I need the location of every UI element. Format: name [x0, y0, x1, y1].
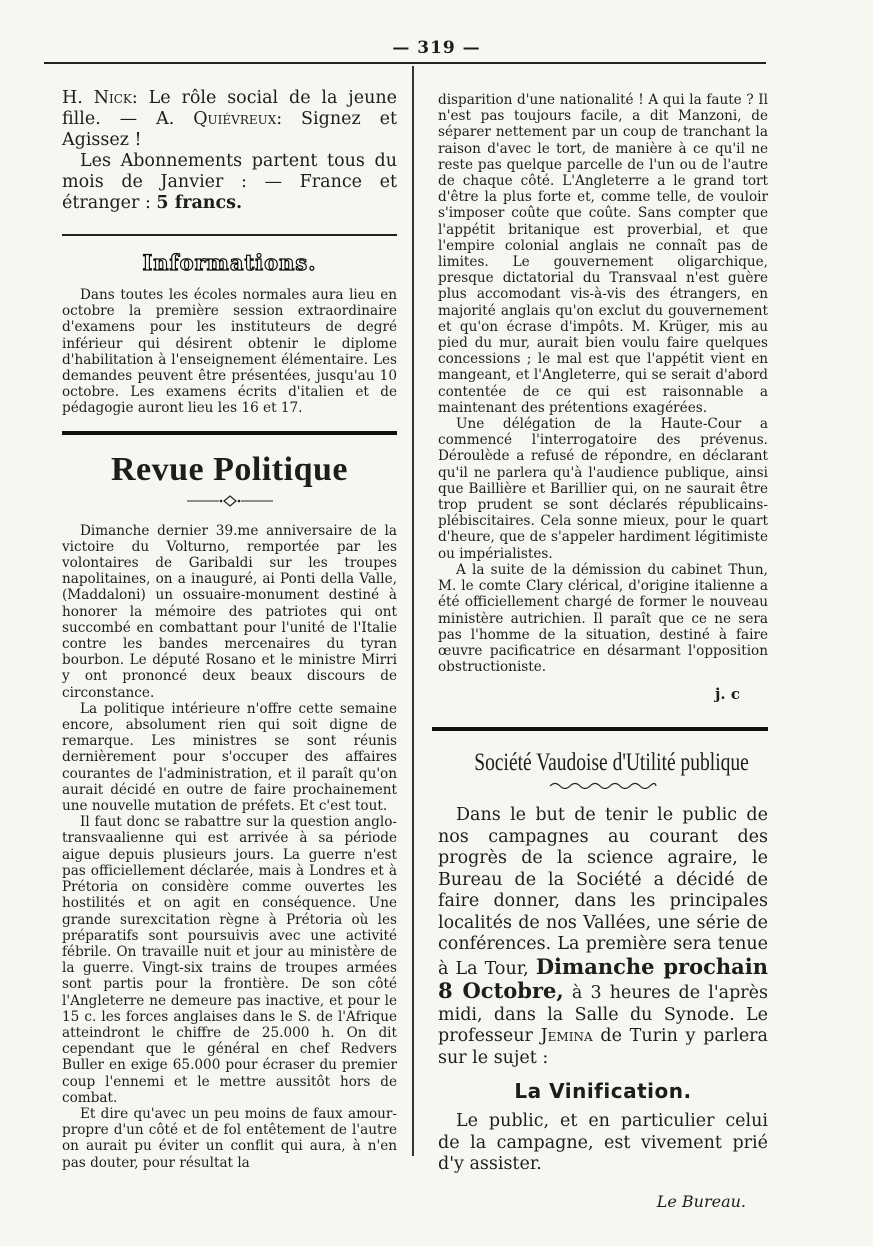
nick-entry [62, 88, 397, 151]
subject-heading: La Vinification. [514, 1079, 692, 1104]
societe-heading: Société Vaudoise d'Utilité publique [474, 749, 749, 777]
societe-time-place: à 3 heures de l'après midi, dans la Salle du Synode. Le professeur [438, 983, 768, 1047]
bureau-signature: Le Bureau. [656, 1191, 746, 1211]
abonnements-text: Les Abonnements partent tous du mois de Janvier : — France et étranger : [62, 151, 397, 213]
revue-continued-1: disparition d'une nationalité ! A qui la faute ? Il n'est pas toujours facile, a dit Manzoni, de séparer nettement par un coup de tranchant la raison d'avec le tort, de manière à ce qu'il ne reste pas quelque parcelle de l'un ou de l'autre de chaque côté. L'Angleterre a le grand tort d'être la plus forte et, comme telle, de vouloir s'imposer coûte que coûte. Sans compter que l'appétit britanique est proverbial, et que l'empire colonial anglais ne connaît pas de limites. Le gouvernement oligarchique, presque dictatorial du Transvaal n'est guère plus accomodant vis-à-vis des étrangers, en majorité anglais qu'on exclut du gouvernement et qu'on écrase d'impôts. M. Krüger, mis au pied du mur, aurait bien voulu faire quelques concessions ; le mal est que l'appétit vient en mangeant, et l'Angleterre, qui se serait d'abord contentée de ce qui est raisonnable a maintenant des prétentions exagérées. [438, 92, 768, 416]
informations-heading: Informations. [142, 250, 317, 275]
right-column [438, 92, 768, 1211]
societe-text: Dans le but de tenir le public de nos campagnes au courant des progrès de la science agraire, le Bureau de la Société a décidé de faire donner, dans les principales localités de nos Vallées, une série de conférences. La première sera tenue à La Tour, [438, 805, 768, 979]
revue-paragraph-2: La politique intérieure n'offre cette semaine encore, absolument rien qui soit digne de remarque. Les ministres se sont réunis dernièrement pour s'occuper des affaires courantes de l'administration, et il paraît qu'on aurait décidé en outre de faire prochainement une nouvelle mutation de préfets. Et c'est tout. [62, 700, 397, 815]
left-column [62, 88, 397, 1171]
revue-politique-heading: Revue Politique [111, 450, 348, 488]
signature: j. c [714, 685, 740, 704]
ornament-icon [185, 495, 275, 507]
wave-ornament-icon [548, 781, 658, 791]
societe-subject-intro: de Turin y parlera sur le sujet : [438, 1026, 768, 1068]
revue-paragraph-3: Il faut donc se rabattre sur la question anglo-transvaalienne qui est arrivée à sa période aigue depuis plusieurs jours. La guerre n'est pas officiellement déclarée, mais à Londres et à Prétoria on considère comme ouvertes les hostilités et on agit en conséquence. Une grande surexcitation règne à Prétoria où les préparatifs sont poursuivis avec une activité fébrile. On travaille nuit et jour au ministère de la guerre. Vingt-six trains de troupes armées sont partis pour la frontière. De son côté l'Angleterre ne demeure pas inactive, et pour le 15 c. les forces anglaises dans le S. de l'Afrique atteindront le chiffre de 25.000 h. On dit cependant que le général en chef Redvers Buller en exige 65.000 pour écraser du premier coup l'ennemi et le mettre aussitôt hors de combat. [62, 814, 397, 1106]
abonnements-notice [62, 151, 397, 214]
section-rule [62, 234, 397, 236]
informations-text: Dans toutes les écoles normales aura lieu en octobre la première session extraordinaire d'examens pour les instituteurs de degré inférieur qui désirent obtenir le diplome d'habilitation à l'enseignement élémentaire. Les demandes peuvent être présentées, jusqu'au 10 octobre. Les examens écrits d'italien et de pédagogie auront lieu les 16 et 17. [62, 287, 397, 417]
revue-continued-3: A la suite de la démission du cabinet Thun, M. le comte Clary clérical, d'origine italienne a été officiellement chargé de former le nouveau ministère autrichien. Il paraît que ce ne sera pas l'homme de la situation, destiné à faire œuvre pacificatrice en désarmant l'opposition obstructioniste. [438, 561, 768, 676]
nick-initial: H. [62, 88, 94, 108]
revue-paragraph-1: Dimanche dernier 39.me anniversaire de la victoire du Volturno, remportée par les volontaires de Garibaldi sur les troupes napolitaines, on a inauguré, ai Ponti della Valle, (Maddaloni) un ossuaire-monument destiné à honorer la mémoire des patriotes qui ont succombé en combattant pour l'unité de l'Italie contre les bandes mercenaires du tyran bourbon. Le député Rosano et le ministre Mirri y ont prononcé deux beaux discours de circonstance. [62, 522, 397, 701]
quievreux-title: : Signez et Agissez ! [62, 109, 397, 150]
societe-date: Dimanche prochain 8 Octobre, [438, 953, 768, 1004]
top-rule [44, 62, 766, 64]
public-invitation: Le public, et en particulier celui de la campagne, est vivement prié d'y assister. [438, 1111, 768, 1175]
column-divider [412, 66, 414, 1156]
page-number: — 319 — [392, 38, 481, 58]
revue-continued-2: Une délégation de la Haute-Cour a commencé l'interrogatoire des prévenus. Déroulède a refusé de répondre, en déclarant qu'il ne parlera qu'à l'audience publique, ainsi que Baillière et Barillier qui, on ne saurait être trop prudent se sont déclarés républicains-plébiscitaires. Cela sonne mieux, pour le quart d'heure, que de s'appeler hardiment légitimiste ou impérialistes. [438, 416, 768, 562]
quievreux-author: Quiévreux [193, 109, 277, 129]
nick-author: Nick [93, 88, 132, 108]
nick-title: : Le rôle social de la jeune fille. — A. [62, 88, 397, 129]
revue-paragraph-4: Et dire qu'avec un peu moins de faux amour-propre d'un côté et de fol entêtement de l'autre on aurait pu éviter un conflit qui aura, à n'en pas douter, pour résultat la [62, 1105, 397, 1171]
section-rule-thick [432, 727, 768, 731]
abonnements-price: 5 francs. [156, 193, 243, 213]
section-rule-thick [62, 431, 397, 435]
societe-announcement [438, 805, 768, 1069]
professor-name: Jemina [540, 1026, 593, 1047]
